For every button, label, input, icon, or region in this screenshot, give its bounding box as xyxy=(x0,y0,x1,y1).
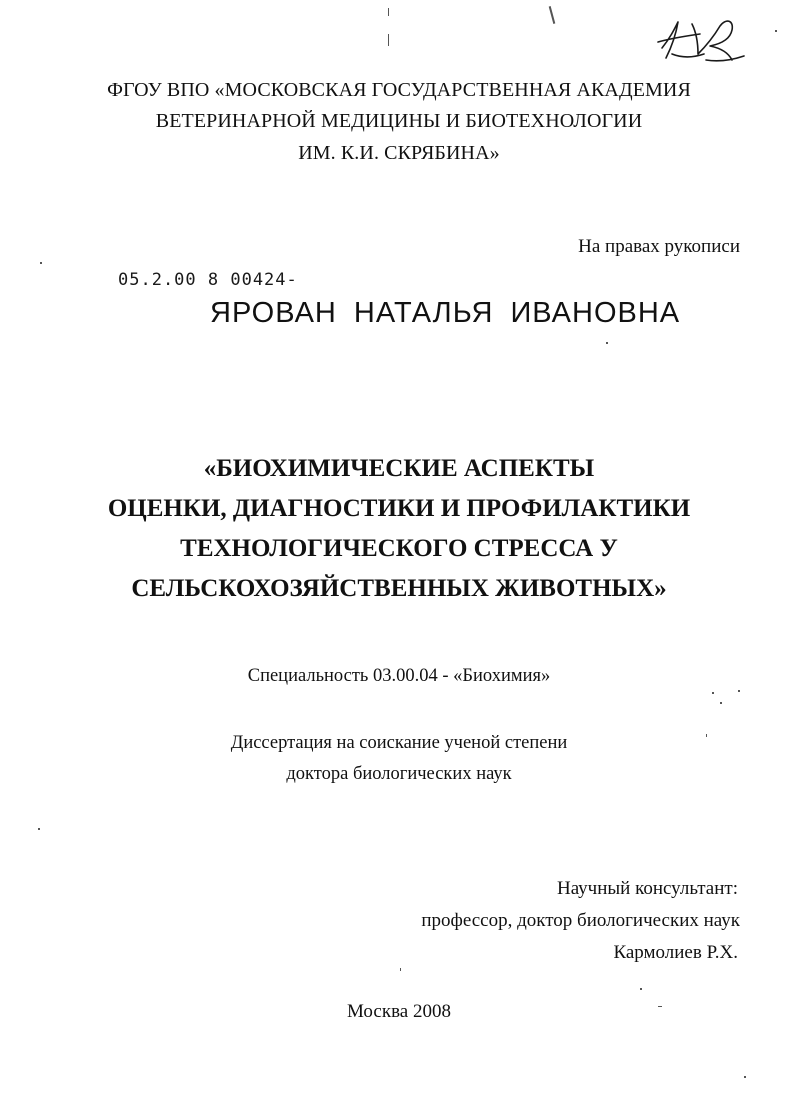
scan-artifact xyxy=(744,1076,746,1078)
title-line-3: ТЕХНОЛОГИЧЕСКОГО СТРЕССА У xyxy=(180,535,618,562)
scan-artifact xyxy=(549,6,556,24)
title-line-2: ОЦЕНКИ, ДИАГНОСТИКИ И ПРОФИЛАКТИКИ xyxy=(107,495,691,522)
scan-artifact xyxy=(720,702,722,704)
city-year: Москва 2008 xyxy=(347,1001,451,1022)
scan-artifact xyxy=(38,828,40,830)
catalog-stamp: 05.2.00 8 00424- xyxy=(118,270,298,290)
title-line-4: СЕЛЬСКОХОЗЯЙСТВЕННЫХ ЖИВОТНЫХ» xyxy=(131,575,667,602)
rights-note: На правах рукописи xyxy=(578,236,740,257)
specialty: Специальность 03.00.04 - «Биохимия» xyxy=(247,666,551,686)
scan-artifact xyxy=(606,342,608,344)
scan-artifact xyxy=(712,692,714,694)
scan-artifact xyxy=(40,262,42,264)
title-line-1: «БИОХИМИЧЕСКИЕ АСПЕКТЫ xyxy=(203,455,595,482)
consultant-name: Кармолиев Р.Х. xyxy=(613,942,738,963)
scan-artifact xyxy=(388,34,389,46)
dissertation-line-1: Диссертация на соискание ученой степени xyxy=(230,733,568,753)
scan-artifact xyxy=(400,968,401,971)
scan-artifact xyxy=(640,988,642,990)
scan-artifact xyxy=(738,690,740,692)
author-name: ЯРОВАН НАТАЛЬЯ ИВАНОВНА xyxy=(210,297,681,329)
institution-line-1: ФГОУ ВПО «МОСКОВСКАЯ ГОСУДАРСТВЕННАЯ АКАДЕМИЯ xyxy=(107,79,691,101)
consultant-position: профессор, доктор биологических наук xyxy=(421,910,740,931)
dissertation-line-2: доктора биологических наук xyxy=(286,764,512,784)
handwritten-signature-icon xyxy=(648,8,758,68)
scan-artifact xyxy=(775,30,777,32)
consultant-label: Научный консультант: xyxy=(556,878,738,899)
institution-line-2: ВЕТЕРИНАРНОЙ МЕДИЦИНЫ И БИОТЕХНОЛОГИИ xyxy=(155,110,643,132)
scan-artifact xyxy=(388,8,389,16)
institution-line-3: ИМ. К.И. СКРЯБИНА» xyxy=(298,142,500,164)
